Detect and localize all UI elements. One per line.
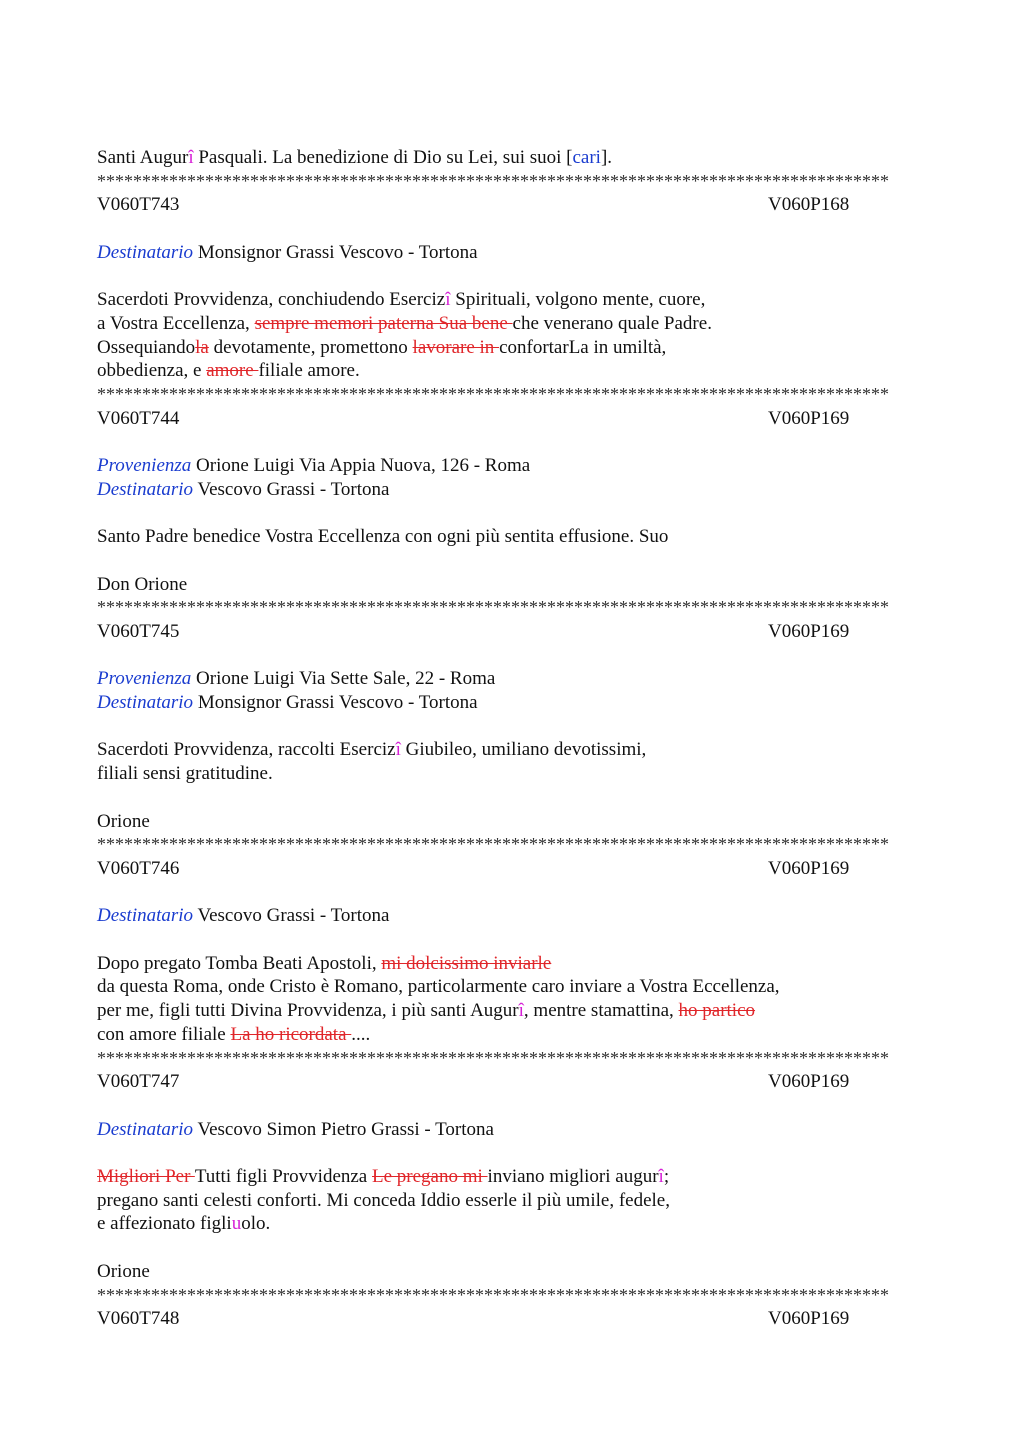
text-line bbox=[97, 359, 937, 383]
deleted-text: Migliori Per bbox=[97, 1166, 195, 1188]
text-line bbox=[97, 241, 937, 265]
record-id-row bbox=[97, 620, 937, 644]
text-segment: ; bbox=[663, 1166, 670, 1188]
blank-line bbox=[97, 715, 937, 739]
record-page-id: V060P169 bbox=[768, 1308, 850, 1330]
record-id-row bbox=[97, 407, 937, 431]
text-line bbox=[97, 691, 937, 715]
text-line bbox=[97, 573, 937, 597]
field-label: Destinatario bbox=[97, 905, 194, 927]
record-text-id: V060T748 bbox=[97, 1308, 180, 1330]
text-segment: Orione Luigi Via Appia Nuova, 126 - Roma bbox=[191, 455, 531, 477]
text-segment: Ossequiando bbox=[97, 336, 196, 358]
text-segment: che venerano quale Padre. bbox=[512, 312, 712, 334]
text-segment: da questa Roma, onde Cristo è Romano, particolarmente caro inviare a Vostra Eccellenza, bbox=[97, 976, 780, 998]
editorial-mark: î bbox=[445, 289, 451, 311]
text-line bbox=[97, 312, 937, 336]
blank-line bbox=[97, 928, 937, 952]
editorial-mark: î bbox=[518, 1000, 524, 1022]
text-segment: Don Orione bbox=[97, 573, 188, 595]
record-id-row bbox=[97, 1307, 937, 1331]
field-label: Destinatario bbox=[97, 692, 194, 714]
text-line bbox=[97, 454, 937, 478]
text-line bbox=[97, 1165, 937, 1189]
text-line bbox=[97, 952, 937, 976]
editorial-mark: î bbox=[658, 1166, 664, 1188]
text-segment: per me, figli tutti Divina Provvidenza, i più santi Augur bbox=[97, 1000, 519, 1022]
text-segment: olo. bbox=[241, 1213, 271, 1235]
text-segment: Dopo pregato Tomba Beati Apostoli, bbox=[97, 952, 382, 974]
separator-line: **************************************************************************************** bbox=[97, 384, 889, 404]
record-page-id: V060P169 bbox=[768, 407, 850, 429]
blank-line bbox=[97, 1236, 937, 1260]
text-segment: Giubileo, umiliano devotissimi, bbox=[400, 739, 647, 761]
text-segment: Vescovo Simon Pietro Grassi - Tortona bbox=[193, 1118, 494, 1140]
blank-line bbox=[97, 644, 937, 668]
text-segment: Tutti figli Provvidenza bbox=[194, 1166, 372, 1188]
blank-line bbox=[97, 1141, 937, 1165]
text-segment: Monsignor Grassi Vescovo - Tortona bbox=[193, 241, 478, 263]
deleted-text: Le pregano mi bbox=[372, 1166, 488, 1188]
text-segment: Orione bbox=[97, 810, 150, 832]
text-segment: Santi Augur bbox=[97, 147, 189, 168]
text-segment: devotamente, promettono bbox=[208, 336, 413, 358]
text-line bbox=[97, 762, 937, 786]
text-segment: Spirituali, volgono mente, cuore, bbox=[450, 289, 706, 311]
deleted-text: lavorare in bbox=[412, 336, 500, 358]
text-segment: Santo Padre benedice Vostra Eccellenza con ogni più sentita effusione. Suo bbox=[97, 526, 669, 548]
text-line bbox=[97, 667, 937, 691]
deleted-text: mi dolcissimo inviarle bbox=[381, 952, 552, 974]
field-label: Destinatario bbox=[97, 241, 194, 263]
deleted-text: sempre memori paterna Sua bene bbox=[254, 312, 513, 334]
text-line bbox=[97, 1023, 937, 1047]
editorial-mark: u bbox=[231, 1213, 242, 1235]
record-text-id: V060T743 bbox=[97, 194, 180, 216]
record-text-id: V060T747 bbox=[97, 1071, 180, 1093]
text-segment: Monsignor Grassi Vescovo - Tortona bbox=[193, 692, 478, 714]
text-line bbox=[97, 336, 937, 360]
text-segment: ]. bbox=[600, 147, 613, 168]
record-id-row bbox=[97, 193, 937, 217]
text-segment: filiale amore. bbox=[258, 360, 360, 382]
text-segment: Sacerdoti Provvidenza, raccolti Eserciz bbox=[97, 739, 396, 761]
record-page-id: V060P169 bbox=[768, 857, 850, 879]
record-text-id: V060T745 bbox=[97, 620, 180, 642]
blank-line bbox=[97, 217, 937, 241]
editorial-mark: î bbox=[188, 147, 194, 168]
separator-line: **************************************************************************************** bbox=[97, 170, 889, 191]
text-line bbox=[97, 1118, 937, 1142]
blank-line bbox=[97, 786, 937, 810]
text-line bbox=[97, 1189, 937, 1213]
field-label: Destinatario bbox=[97, 478, 194, 500]
text-line bbox=[97, 975, 937, 999]
text-line bbox=[97, 146, 937, 170]
text-line bbox=[97, 738, 937, 762]
text-line bbox=[97, 525, 937, 549]
text-line bbox=[97, 1260, 937, 1284]
text-line bbox=[97, 1212, 937, 1236]
text-segment: Vescovo Grassi - Tortona bbox=[193, 905, 390, 927]
document-page bbox=[97, 146, 937, 1331]
record-page-id: V060P169 bbox=[768, 1071, 850, 1093]
record-text-id: V060T746 bbox=[97, 857, 180, 879]
blank-line bbox=[97, 430, 937, 454]
blank-line bbox=[97, 502, 937, 526]
record-id-row bbox=[97, 1070, 937, 1094]
text-segment: con amore filiale bbox=[97, 1023, 231, 1045]
separator-line: **************************************************************************************** bbox=[97, 1284, 889, 1305]
record-page-id: V060P169 bbox=[768, 620, 850, 642]
text-segment: Orione bbox=[97, 1260, 150, 1282]
record-text-id: V060T744 bbox=[97, 407, 180, 429]
record-id-row bbox=[97, 857, 937, 881]
text-line bbox=[97, 999, 937, 1023]
deleted-text: amore bbox=[206, 360, 259, 382]
text-segment: inviano migliori augur bbox=[487, 1166, 659, 1188]
editorial-insertion: cari bbox=[572, 147, 601, 168]
separator-line: **************************************************************************************** bbox=[97, 597, 889, 618]
text-segment: .... bbox=[351, 1023, 371, 1045]
text-line bbox=[97, 810, 937, 834]
blank-line bbox=[97, 549, 937, 573]
text-segment: Pasquali. La benedizione di Dio su Lei, sui suoi [ bbox=[193, 147, 573, 168]
text-line bbox=[97, 288, 937, 312]
text-segment: pregano santi celesti conforti. Mi conceda Iddio esserle il più umile, fedele, bbox=[97, 1189, 670, 1211]
editorial-mark: î bbox=[395, 739, 401, 761]
text-segment: , mentre stamattina, bbox=[523, 1000, 679, 1022]
text-segment: Sacerdoti Provvidenza, conchiudendo Eserciz bbox=[97, 289, 446, 311]
text-segment: obbedienza, e bbox=[97, 360, 207, 382]
deleted-text: la bbox=[195, 336, 209, 358]
blank-line bbox=[97, 1094, 937, 1118]
field-label: Provenienza bbox=[97, 455, 192, 477]
separator-line: **************************************************************************************** bbox=[97, 834, 889, 855]
text-segment: Orione Luigi Via Sette Sale, 22 - Roma bbox=[191, 668, 496, 690]
text-line bbox=[97, 478, 937, 502]
text-segment: e affezionato figli bbox=[97, 1213, 232, 1235]
deleted-text: La ho ricordata bbox=[230, 1023, 352, 1045]
record-page-id: V060P168 bbox=[768, 194, 850, 216]
text-line bbox=[97, 904, 937, 928]
field-label: Provenienza bbox=[97, 668, 192, 690]
text-segment: a Vostra Eccellenza, bbox=[97, 312, 255, 334]
text-segment: Vescovo Grassi - Tortona bbox=[193, 478, 390, 500]
blank-line bbox=[97, 265, 937, 289]
deleted-text: ho partico bbox=[678, 1000, 756, 1022]
text-segment: filiali sensi gratitudine. bbox=[97, 763, 273, 785]
text-segment: confortarLa in umiltà, bbox=[499, 336, 667, 358]
separator-line: **************************************************************************************** bbox=[97, 1047, 889, 1068]
blank-line bbox=[97, 881, 937, 905]
field-label: Destinatario bbox=[97, 1118, 194, 1140]
